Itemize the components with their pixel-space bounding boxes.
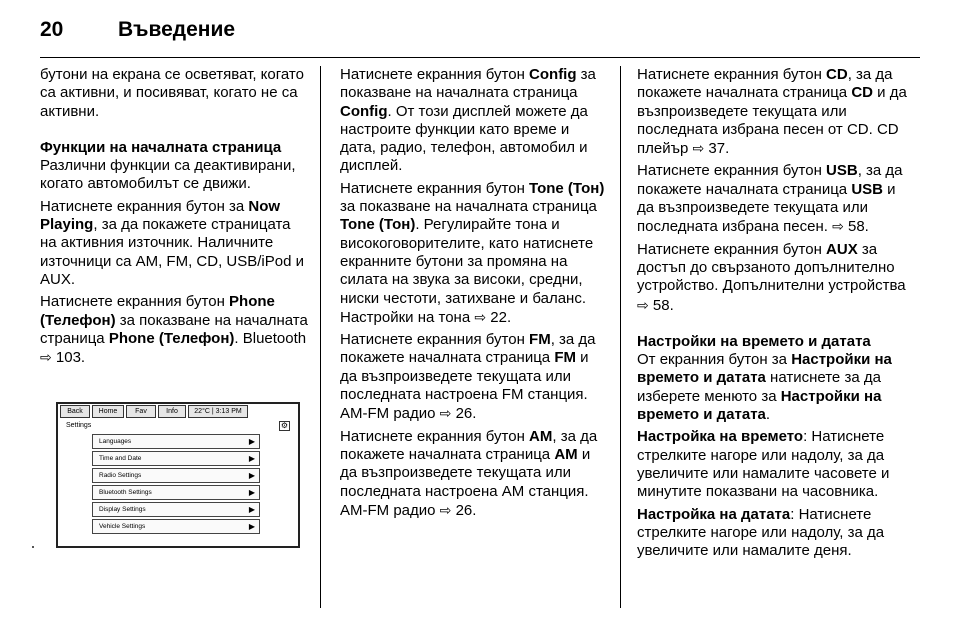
paragraph: Натиснете екранния бутон Config за показване на началната страница Config. От този дисплей можете да настроите функции като време и дата, радио, телефон, автомобил и дисплей. <box>340 66 596 175</box>
page-ref-icon: ⇨ <box>637 296 649 313</box>
menu-item-radio[interactable]: Radio Settings ▶ <box>92 468 260 483</box>
column-divider <box>320 66 321 608</box>
chevron-right-icon: ▶ <box>248 488 255 497</box>
section-heading-home: Функции на началната страница <box>40 138 282 156</box>
section-heading-time: Настройки на времето и датата <box>637 332 871 350</box>
paragraph: Натиснете екранния бутон Phone (Телефон) за показване на началната страница Phone (Телефон). Bluetooth ⇨ 103. <box>40 293 308 367</box>
column-1 <box>40 66 308 371</box>
paragraph: Натиснете екранния бутон FM, за да покажете началната страница FM и да възпроизведете текущата или последната настроена FM станция. AM-FM радио ⇨ 26. <box>340 331 596 423</box>
menu-item-time-date[interactable]: Time and Date ▶ <box>92 451 260 466</box>
gear-icon: ⚙ <box>280 421 288 430</box>
page-ref-icon: ⇨ <box>439 501 452 518</box>
paragraph: Натиснете екранния бутон за Now Playing, за да покажете страницата на активния източник. Наличните източници са AM, FM, CD, USB/iPod и AUX. <box>40 197 305 288</box>
paragraph: Настройка на датата: Натиснете стрелките нагоре или надолу, за да увеличите или намалите деня. <box>637 505 885 560</box>
chevron-right-icon: ▶ <box>248 454 255 463</box>
page-header <box>40 18 235 42</box>
paragraph: Натиснете екранния бутон USB, за да покажете началната страница USB и да възпроизведете текущата или последната избрана песен. ⇨ 58. <box>637 162 903 236</box>
home-button[interactable]: Home <box>92 405 124 418</box>
menu-item-bluetooth[interactable]: Bluetooth Settings ▶ <box>92 485 260 500</box>
page-number: 20 <box>40 18 64 41</box>
paragraph: От екранния бутон за Настройки на времето и датата натиснете за да изберете менюто за Настройки на времето и датата. <box>637 351 892 424</box>
status-readout: 22°C | 3:13 PM <box>188 405 248 418</box>
page-ref-icon: ⇨ <box>474 308 487 325</box>
page-ref-icon: ⇨ <box>40 349 52 366</box>
menu-item-languages[interactable]: Languages ▶ <box>92 434 260 449</box>
page-ref-icon: ⇨ <box>832 218 844 235</box>
column-2 <box>340 66 606 524</box>
chevron-right-icon: ▶ <box>248 471 255 480</box>
paragraph: Натиснете екранния бутон Tone (Тон) за показване на началната страница Tone (Тон). Регулирайте тона и високоговорителите, като натиснете екранните бутони за промяна на силата на звука за високи, средни, ниски честоти, затихване и баланс. Настройки на тона ⇨ 22. <box>340 179 605 326</box>
page-ref-icon: ⇨ <box>439 405 452 422</box>
chevron-right-icon: ▶ <box>248 437 255 446</box>
info-button[interactable]: Info <box>158 405 186 418</box>
column-divider <box>620 66 621 608</box>
page-ref-icon: ⇨ <box>692 140 705 157</box>
paragraph: Различни функции са деактивирани, когато автомобилът се движи. <box>40 157 296 193</box>
chapter-title: Въведение <box>118 18 236 41</box>
menu-item-vehicle[interactable]: Vehicle Settings ▶ <box>92 519 260 534</box>
paragraph: Натиснете екранния бутон AUX за достъп до свързаното допълнително устройство. Допълнителни устройства ⇨ 58. <box>637 240 906 314</box>
settings-menu <box>92 434 260 536</box>
screen-frame <box>56 402 300 548</box>
paragraph: Натиснете екранния бутон CD, за да покажете началната страница CD и да възпроизведете текущата или последната избрана песен от CD. CD плейър ⇨ 37. <box>637 66 907 158</box>
column-3 <box>637 66 915 564</box>
chevron-right-icon: ▶ <box>248 505 255 514</box>
settings-title: Settings <box>66 422 92 429</box>
header-rule <box>40 57 920 58</box>
marker-dot <box>32 546 34 548</box>
screen-topbar <box>58 404 298 418</box>
fav-button[interactable]: Fav <box>126 405 156 418</box>
paragraph: бутони на екрана се осветяват, когато са активни, и посивяват, когато не са активни. <box>40 66 304 120</box>
paragraph: Натиснете екранния бутон AM, за да покажете началната страница AM и да възпроизведете текущата или последната настроена AM станция. AM-FM радио ⇨ 26. <box>340 427 598 519</box>
menu-item-display[interactable]: Display Settings ▶ <box>92 502 260 517</box>
chevron-right-icon: ▶ <box>248 522 255 531</box>
settings-screenshot <box>48 398 298 548</box>
paragraph: Настройка на времето: Натиснете стрелките нагоре или надолу, за да увеличите или намалите часовете и минутите показвани на часовника. <box>637 428 890 501</box>
back-button[interactable]: Back <box>60 405 90 418</box>
